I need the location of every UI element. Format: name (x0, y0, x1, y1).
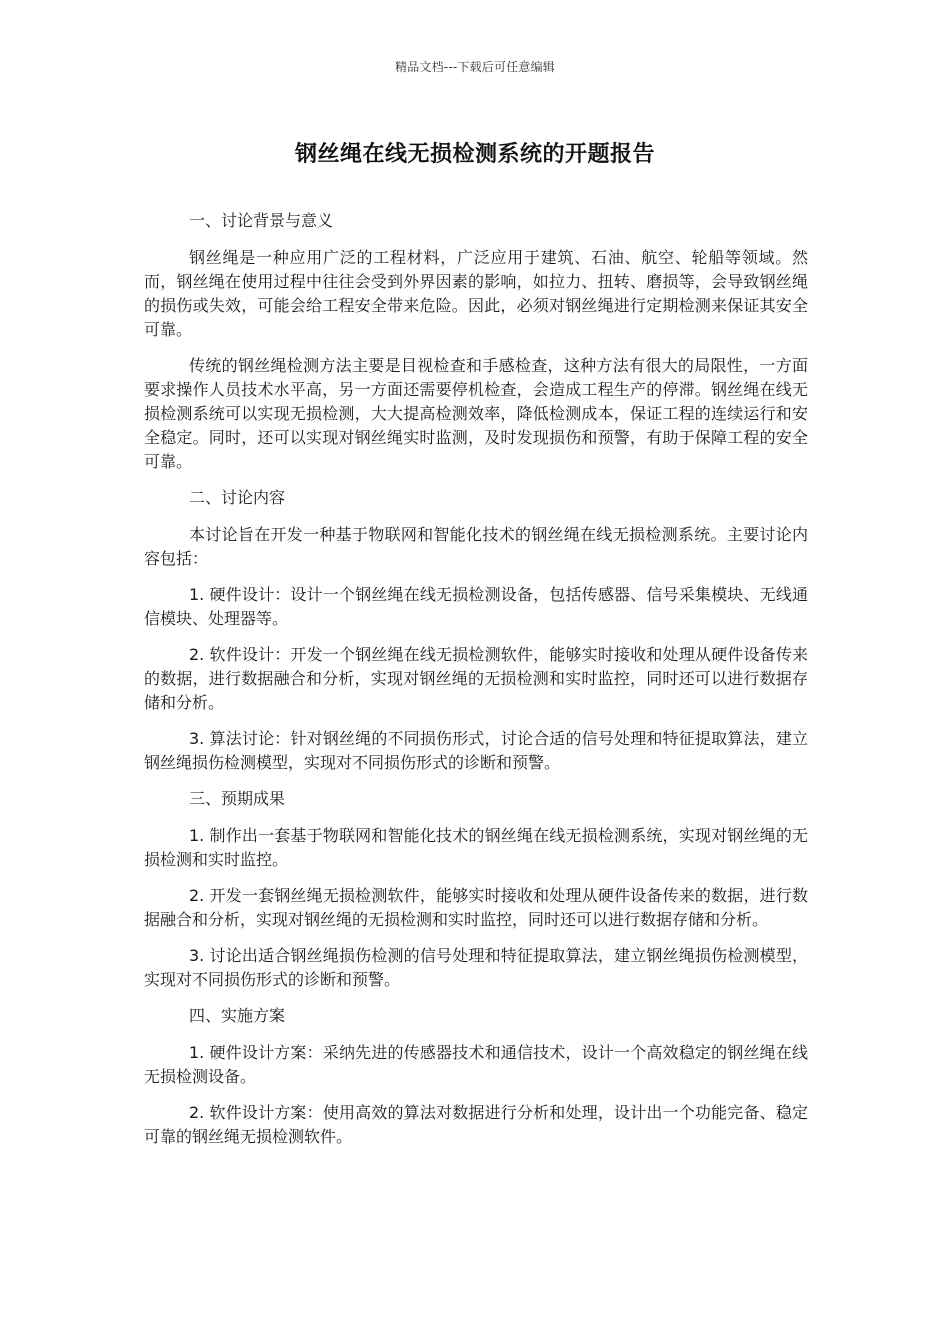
list-item-hardware-design: 1. 硬件设计：设计一个钢丝绳在线无损检测设备，包括传感器、信号采集模块、无线通信模块、处理器等。 (144, 585, 808, 628)
page-header-watermark: 精品文档---下载后可任意编辑 (395, 60, 555, 74)
section-heading-content: 二、讨论内容 (189, 488, 286, 507)
paragraph-background-2: 传统的钢丝绳检测方法主要是目视检查和手感检查，这种方法有很大的局限性，一方面要求操作人员技术水平高，另一方面还需要停机检查，会造成工程生产的停滞。钢丝绳在线无损检测系统可以实现无损检测，大大提高检测效率，降低检测成本，保证工程的连续运行和安全稳定。同时，还可以实现对钢丝绳实时监测，及时发现损伤和预警，有助于保障工程的安全可靠。 (144, 356, 808, 471)
list-item-outcome-1: 1. 制作出一套基于物联网和智能化技术的钢丝绳在线无损检测系统，实现对钢丝绳的无损检测和实时监控。 (144, 826, 808, 869)
list-item-plan-software: 2. 软件设计方案：使用高效的算法对数据进行分析和处理，设计出一个功能完备、稳定可靠的钢丝绳无损检测软件。 (144, 1103, 808, 1146)
document-title: 钢丝绳在线无损检测系统的开题报告 (294, 142, 655, 167)
paragraph-content-intro: 本讨论旨在开发一种基于物联网和智能化技术的钢丝绳在线无损检测系统。主要讨论内容包括： (144, 525, 808, 568)
document-body (144, 209, 808, 1161)
section-heading-implementation: 四、实施方案 (189, 1006, 286, 1025)
list-item-outcome-3: 3. 讨论出适合钢丝绳损伤检测的信号处理和特征提取算法，建立钢丝绳损伤检测模型，实现对不同损伤形式的诊断和预警。 (144, 946, 808, 989)
list-item-plan-hardware: 1. 硬件设计方案：采纳先进的传感器技术和通信技术，设计一个高效稳定的钢丝绳在线无损检测设备。 (144, 1043, 808, 1086)
paragraph-background-1: 钢丝绳是一种应用广泛的工程材料，广泛应用于建筑、石油、航空、轮船等领域。然而，钢丝绳在使用过程中往往会受到外界因素的影响，如拉力、扭转、磨损等，会导致钢丝绳的损伤或失效，可能会给工程安全带来危险。因此，必须对钢丝绳进行定期检测来保证其安全可靠。 (144, 248, 808, 339)
list-item-outcome-2: 2. 开发一套钢丝绳无损检测软件，能够实时接收和处理从硬件设备传来的数据，进行数据融合和分析，实现对钢丝绳的无损检测和实时监控，同时还可以进行数据存储和分析。 (144, 886, 808, 929)
section-heading-background: 一、讨论背景与意义 (189, 211, 334, 230)
list-item-algorithm-research: 3. 算法讨论：针对钢丝绳的不同损伤形式，讨论合适的信号处理和特征提取算法，建立钢丝绳损伤检测模型，实现对不同损伤形式的诊断和预警。 (144, 729, 808, 772)
list-item-software-design: 2. 软件设计：开发一个钢丝绳在线无损检测软件，能够实时接收和处理从硬件设备传来的数据，进行数据融合和分析，实现对钢丝绳的无损检测和实时监控，同时还可以进行数据存储和分析。 (144, 645, 808, 712)
section-heading-outcomes: 三、预期成果 (189, 789, 286, 808)
